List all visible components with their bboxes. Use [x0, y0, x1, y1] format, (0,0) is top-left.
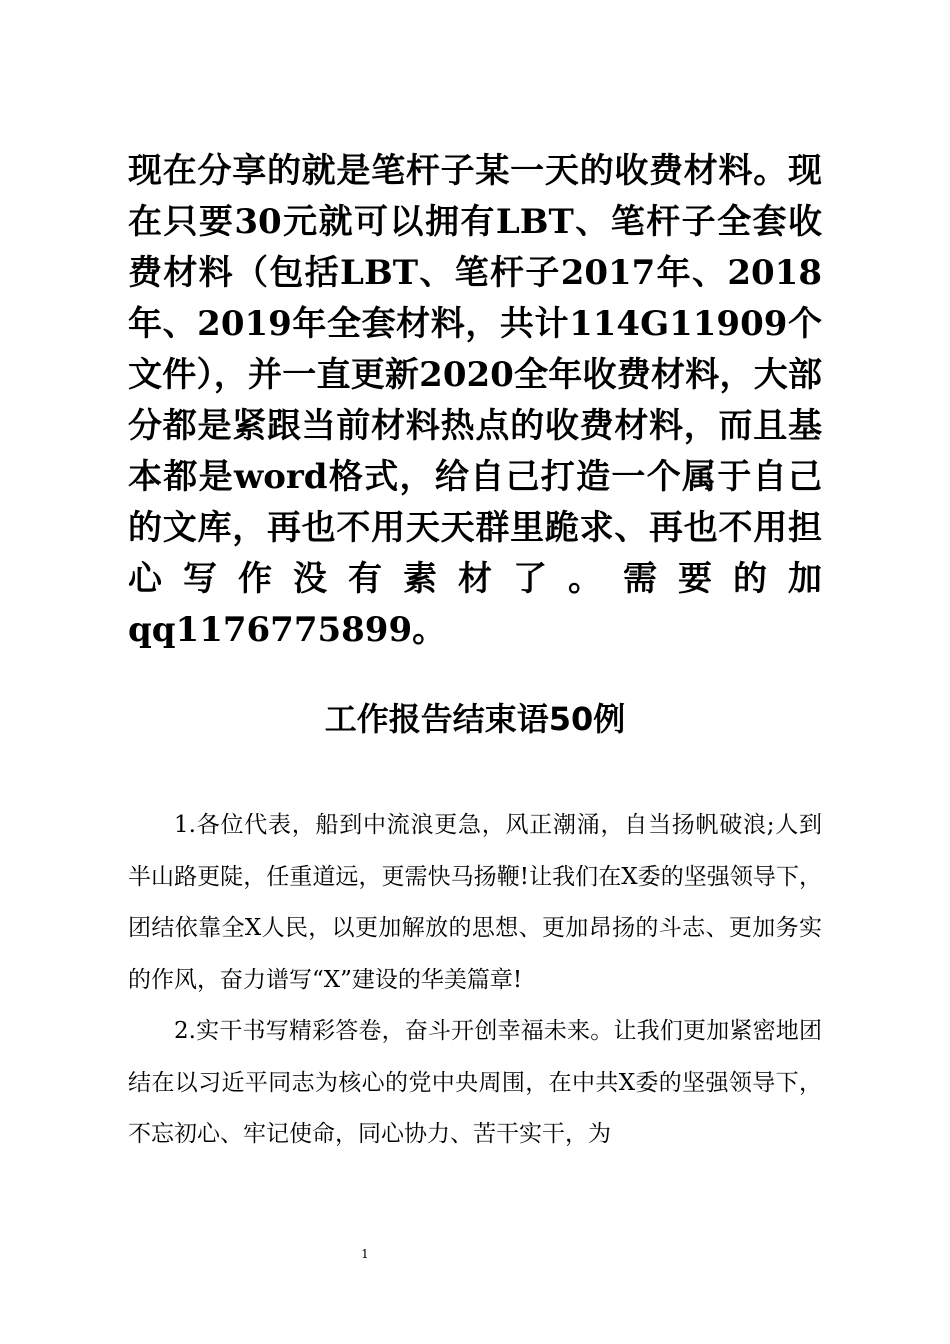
- page-number: 1: [361, 1247, 369, 1261]
- body-paragraph-1: 1.各位代表，船到中流浪更急，风正潮涌，自当扬帆破浪;人到半山路更陡，任重道远，更需快马扬鞭!让我们在X委的坚强领导下，团结依靠全X人民，以更加解放的思想、更加昂扬的斗志、更加务实的作风，奋力谱写“X”建设的华美篇章!: [128, 812, 822, 993]
- document-title: 工作报告结束语50例: [324, 700, 626, 738]
- body-paragraph-2: 2.实干书写精彩答卷，奋斗开创幸福未来。让我们更加紧密地团结在以习近平同志为核心的党中央周围，在中共X委的坚强领导下，不忘初心、牢记使命，同心协力、苦干实干，为: [128, 1018, 822, 1147]
- promo-paragraph: 现在分享的就是笔杆子某一天的收费材料。现在只要30元就可以拥有LBT、笔杆子全套收费材料（包括LBT、笔杆子2017年、2018年、2019年全套材料，共计114G11909个文件），并一直更新2020全年收费材料，大部分都是紧跟当前材料热点的收费材料，而且基本都是word格式，给自己打造一个属于自己的文库，再也不用天天群里跪求、再也不用担心写作没有素材了。需要的加qq1176775899。: [128, 151, 822, 650]
- document-body: [128, 800, 822, 1161]
